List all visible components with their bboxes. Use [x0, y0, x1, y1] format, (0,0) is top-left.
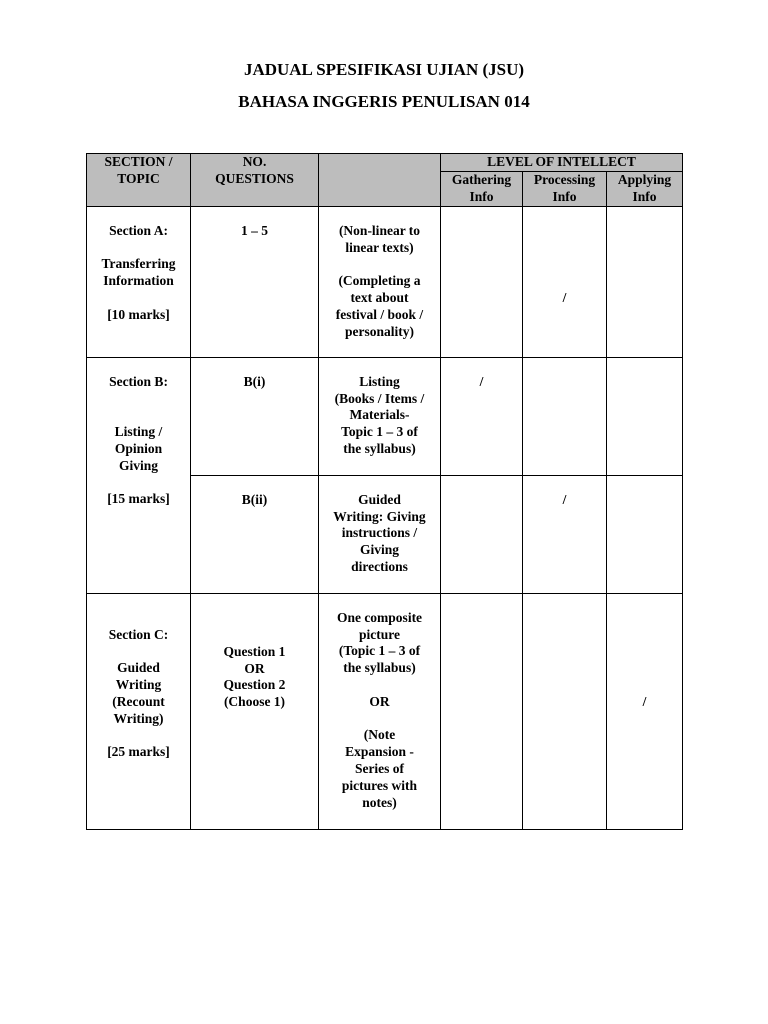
section-a-gathering: [441, 206, 523, 357]
table-row-section-a: [87, 206, 683, 357]
section-a-cell: Section A: Transferring Information [10 marks]: [87, 206, 191, 357]
section-b-ii-gathering: [441, 475, 523, 593]
section-c-description: One composite picture (Topic 1 – 3 of the syllabus) OR (Note Expansion - Series of pictures with notes): [319, 593, 441, 829]
section-b-cell: Section B: Listing / Opinion Giving [15 marks]: [87, 357, 191, 593]
header-applying-info: Applying Info: [607, 171, 683, 206]
header-gathering-info: Gathering Info: [441, 171, 523, 206]
section-b-ii-description: Guided Writing: Giving instructions / Giving directions: [319, 475, 441, 593]
header-no-questions: NO. QUESTIONS: [191, 154, 319, 207]
section-b-i-applying: [607, 357, 683, 475]
section-c-gathering: [441, 593, 523, 829]
header-section-topic: SECTION / TOPIC: [87, 154, 191, 207]
section-a-applying: [607, 206, 683, 357]
section-c-applying: /: [607, 593, 683, 829]
specification-table: [86, 153, 683, 830]
document-title: JADUAL SPESIFIKASI UJIAN (JSU): [243, 60, 525, 79]
header-blank: [319, 154, 441, 207]
section-c-processing: [523, 593, 607, 829]
section-a-processing: /: [523, 206, 607, 357]
section-b-i-question: B(i): [191, 357, 319, 475]
section-c-cell: Section C: Guided Writing (Recount Writing) [25 marks]: [87, 593, 191, 829]
document-subtitle: BAHASA INGGERIS PENULISAN 014: [238, 92, 530, 111]
section-a-question: 1 – 5: [191, 206, 319, 357]
section-b-i-description: Listing (Books / Items / Materials- Topic 1 – 3 of the syllabus): [319, 357, 441, 475]
table-row-section-b-i: [87, 357, 683, 475]
section-c-question: Question 1 OR Question 2 (Choose 1): [191, 593, 319, 829]
section-b-ii-question: B(ii): [191, 475, 319, 593]
section-b-ii-processing: /: [523, 475, 607, 593]
header-level-of-intellect: LEVEL OF INTELLECT: [441, 154, 683, 172]
section-a-description: (Non-linear to linear texts) (Completing a text about festival / book / personality): [319, 206, 441, 357]
table-row-section-c: [87, 593, 683, 829]
section-b-ii-applying: [607, 475, 683, 593]
section-b-i-gathering: /: [441, 357, 523, 475]
header-processing-info: Processing Info: [523, 171, 607, 206]
section-b-i-processing: [523, 357, 607, 475]
